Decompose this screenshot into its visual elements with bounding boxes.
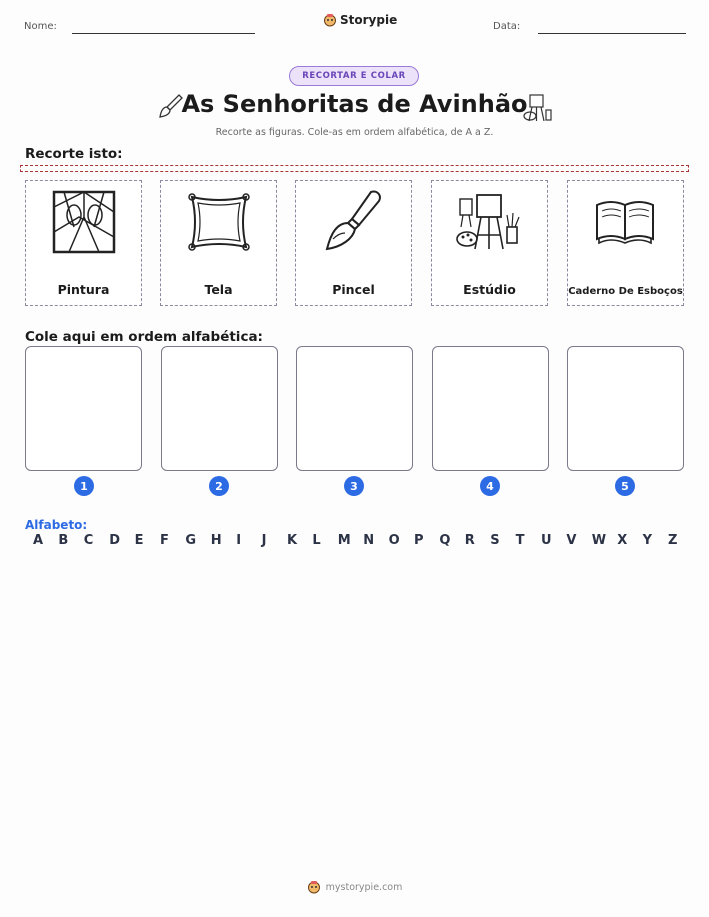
alphabet-letter: Y — [642, 533, 653, 548]
number-badge: 3 — [344, 476, 364, 496]
card-label: Tela — [204, 282, 233, 297]
date-label: Data: — [493, 21, 521, 32]
cut-line — [20, 165, 689, 172]
worksheet-header — [0, 0, 709, 50]
brand-name: Storypie — [340, 13, 398, 27]
instructions: Recorte as figuras. Cole-as em ordem alfabética, de A a Z. — [215, 127, 494, 138]
alphabet-letter: J — [261, 533, 267, 548]
alphabet-letter: I — [236, 533, 242, 548]
alphabet-letter: K — [287, 533, 298, 548]
cut-card-estudio[interactable] — [431, 180, 548, 306]
card-label: Caderno De Esboços — [568, 286, 683, 297]
date-line[interactable] — [538, 33, 686, 34]
number-badge: 2 — [209, 476, 229, 496]
alphabet-letter: G — [185, 533, 197, 548]
alphabet-letter: Z — [668, 533, 678, 548]
activity-badge: RECORTAR E COLAR — [289, 66, 419, 86]
number-badge: 5 — [615, 476, 635, 496]
alphabet-letter: R — [464, 533, 475, 548]
alphabet-letter: V — [566, 533, 577, 548]
alphabet-letter: B — [58, 533, 69, 548]
alphabet-letter: U — [541, 533, 552, 548]
paste-box-2[interactable] — [161, 346, 278, 471]
page-title: As Senhoritas de Avinhão — [181, 90, 528, 118]
paste-box-1[interactable] — [25, 346, 142, 471]
name-label: Nome: — [24, 21, 57, 32]
cut-card-pintura[interactable] — [25, 180, 142, 306]
alphabet-letter: O — [388, 533, 400, 548]
paste-section-label: Cole aqui em ordem alfabética: — [25, 329, 263, 345]
storypie-logo-icon — [323, 13, 337, 27]
cut-card-pincel[interactable] — [295, 180, 412, 306]
cut-section-label: Recorte isto: — [25, 146, 123, 162]
alphabet-row — [25, 533, 690, 551]
canvas-icon — [184, 187, 254, 257]
card-label: Pincel — [332, 282, 375, 297]
alphabet-letter: W — [591, 533, 607, 548]
alphabet-letter: X — [617, 533, 628, 548]
storypie-logo-icon — [307, 880, 321, 894]
number-badge: 4 — [480, 476, 500, 496]
number-badge: 1 — [74, 476, 94, 496]
paste-box-3[interactable] — [296, 346, 413, 471]
brand-logo — [323, 13, 397, 27]
paste-box-5[interactable] — [567, 346, 684, 471]
art-studio-icon — [522, 92, 554, 124]
card-label: Estúdio — [463, 282, 516, 297]
alphabet-letter: N — [363, 533, 375, 548]
sketchbook-icon — [591, 187, 661, 257]
alphabet-letter: D — [109, 533, 120, 548]
cubist-painting-icon — [49, 187, 119, 257]
alphabet-letter: L — [312, 533, 321, 548]
alphabet-letter: F — [160, 533, 169, 548]
alphabet-letter: M — [337, 533, 351, 548]
alphabet-label: Alfabeto: — [25, 518, 88, 532]
paintbrush-icon — [319, 187, 389, 257]
alphabet-letter: Q — [439, 533, 451, 548]
alphabet-letter: E — [134, 533, 144, 548]
art-studio-icon — [455, 187, 525, 257]
paste-box-4[interactable] — [432, 346, 549, 471]
paste-boxes — [25, 346, 685, 476]
alphabet-letter: P — [414, 533, 424, 548]
cut-card-tela[interactable] — [160, 180, 277, 306]
alphabet-letter: C — [83, 533, 94, 548]
alphabet-letter: H — [210, 533, 222, 548]
alphabet-letter: S — [490, 533, 500, 548]
alphabet-letter: A — [33, 533, 44, 548]
alphabet-letter: T — [515, 533, 525, 548]
name-line[interactable] — [72, 33, 255, 34]
cut-cards — [25, 180, 685, 306]
footer — [0, 880, 709, 894]
cut-card-caderno-de-esbocos[interactable] — [567, 180, 684, 306]
card-label: Pintura — [57, 282, 110, 297]
footer-url: mystorypie.com — [325, 881, 403, 893]
